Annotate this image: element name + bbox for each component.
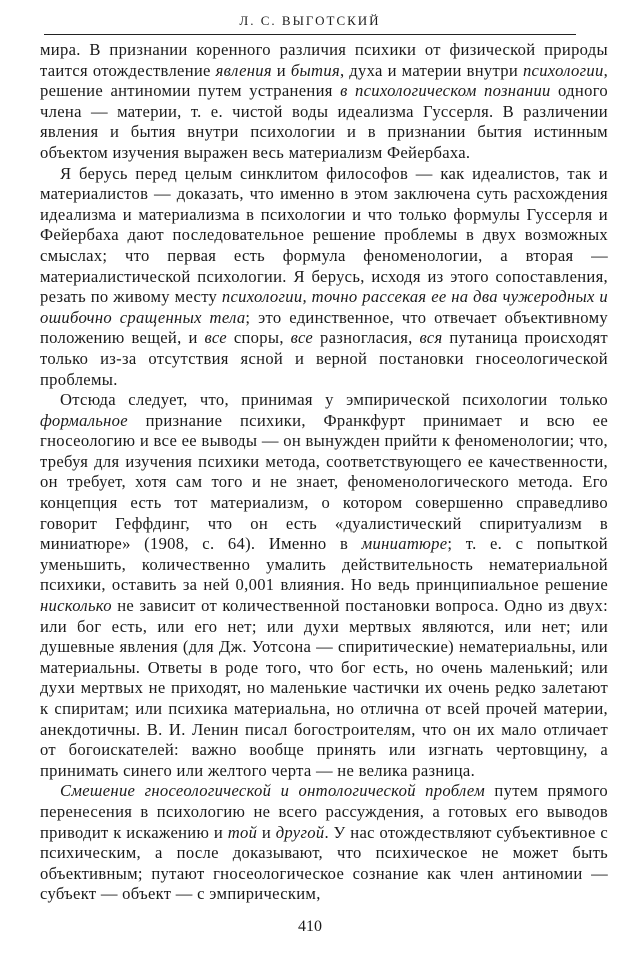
running-header: [44, 8, 576, 35]
italic-run: вся: [419, 328, 443, 348]
italic-run: психологии, точно рассекая ее на два чужеродных и ошибочно сращенных тела: [40, 287, 608, 327]
text-run: признание психики, Франкфурт принимает и всю ее гносеологию и все ее выводы — он вынужден прийти к феноменологии; что, требуя для изучения психики метода, соответствующего ее качественности, он требует, хотя сам того и не знает, феноменологического метода. Его концепция есть тот материализм, о котором совершенно справедливо говорит Геффдинг, что он есть «дуалистический спиритуализм в миниатюре» (1908, с. 64). Именно в: [40, 410, 608, 554]
italic-run: все: [204, 328, 227, 348]
text-run: Я берусь перед целым синклитом философов — как идеалистов, так и материалистов — доказать, что именно в этом заключена суть расхождения идеализма и материализма в психологии и что только формулы Гуссерля и Фейербаха дают последовательное решение проблемы в двух возможных смыслах; что первая есть формула феноменологии, а вторая — материалистической психологии. Я берусь, исходя из этого сопоставления, резать по живому месту: [40, 163, 608, 307]
text-run: и: [257, 822, 276, 842]
body-text: [40, 40, 608, 905]
text-run: одного члена — материи, т. е. чистой воды идеализма Гуссерля. В различении явления и бытия внутри психологии и в признании бытия истинным объектом изучения выражен весь материализм Фейербаха.: [40, 81, 608, 162]
italic-run: той: [227, 822, 258, 842]
text-run: , решение антиномии путем устранения: [40, 60, 609, 101]
italic-run: бытия: [290, 60, 340, 80]
page-number: 410: [298, 918, 322, 935]
paragraph: [40, 781, 608, 905]
italic-run: в психологическом познании: [340, 81, 551, 101]
text-run: не зависит от количественной постановки вопроса. Одно из двух: или бог есть, или его нет; или духи мертвых являются, или нет; или душевные явления (для Дж. Уотсона — спиритические) нематериальны, или материальны. Ответы в роде того, что бог есть, но очень маленький; или духи мертвых не приходят, но маленькие частички их очень редко залетают к спиритам; или психика материальна, но отлична от всей прочей материи, анекдотичны. В. И. Ленин писал богостроителям, что он их мало отличает от богоискателей: важно вообще принять или изгнать чертовщину, а принимать синего или желтого черта — не велика разница.: [40, 596, 608, 780]
italic-run: нисколько: [40, 596, 112, 616]
text-run: разногласия,: [313, 328, 420, 348]
italic-run: явления: [215, 60, 272, 80]
paragraph: [40, 40, 608, 164]
text-run: . У нас отождествляют субъективное с психическим, а после доказывают, что психическое не может быть объективным; путают гносеологическое сознание как член антиномии — субъект — объект — с эмпирическим,: [40, 822, 608, 904]
text-run: ; это единственное, что отвечает объективному положению вещей, и: [40, 307, 608, 348]
italic-run: миниатюре: [361, 534, 448, 554]
text-run: путаница происходят только из-за отсутствия ясной и верной постановки гносеологической проблемы.: [40, 328, 608, 389]
text-run: и: [271, 60, 291, 80]
text-run: путем прямого перенесения в психологию не всего рассуждения, а готовых его выводов приводит к искажению и: [40, 781, 608, 842]
text-run: Отсюда следует, что, принимая у эмпирической психологии только: [60, 390, 608, 410]
text-run: споры,: [226, 328, 291, 348]
text-run: , духа и материи внутри: [339, 60, 523, 80]
running-title: Л. С. ВЫГОТСКИЙ: [239, 13, 381, 28]
italic-run: другой: [275, 822, 325, 842]
paragraph: [40, 164, 608, 391]
italic-run: формальное: [40, 410, 128, 430]
italic-run: все: [290, 328, 314, 348]
italic-run: психологии: [522, 60, 604, 80]
text-run: ; т. е. с попыткой уменьшить, количественно умалить действительность нематериальной психики, оставить за ней 0,001 влияния. Но ведь принципиальное решение: [40, 534, 608, 595]
italic-run: Смешение гносеологической и онтологической проблем: [60, 781, 486, 801]
paragraph: [40, 390, 608, 781]
text-run: мира. В признании коренного различия психики от физической природы таится отождествление: [40, 40, 608, 80]
